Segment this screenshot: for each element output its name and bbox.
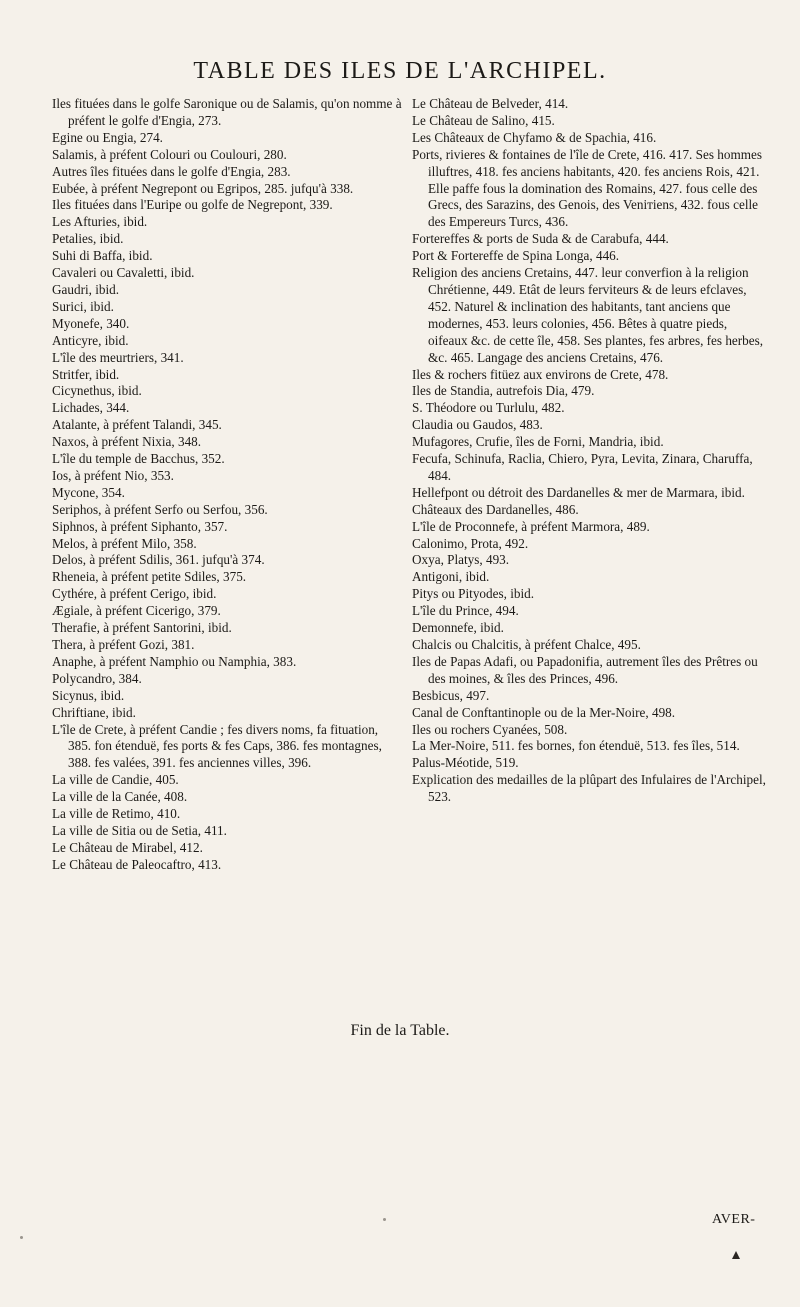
page-title: TABLE DES ILES DE L'ARCHIPEL. (193, 58, 607, 84)
table-entry: Gaudri, ibid. (52, 281, 120, 297)
table-entry: Polycandro, 384. (52, 670, 142, 686)
table-entry: Iles ou rochers Cyanées, 508. (412, 721, 568, 737)
table-entry: Châteaux des Dardanelles, 486. (412, 501, 579, 517)
table-entry: Le Château de Salino, 415. (412, 112, 555, 128)
table-entry: Cythére, à préfent Cerigo, ibid. (52, 586, 217, 602)
table-entry: Iles fituées dans l'Euripe ou golfe de Negrepont, 339. (52, 197, 333, 213)
table-entry: Iles de Standia, autrefois Dia, 479. (412, 383, 595, 399)
table-entry: La Mer-Noire, 511. fes bornes, fon étenduë, 513. fes îles, 514. (412, 738, 740, 754)
table-entry: Rheneia, à préfent petite Sdiles, 375. (52, 569, 247, 585)
table-entry: Therafie, à préfent Santorini, ibid. (52, 620, 232, 636)
table-entry: Salamis, à préfent Colouri ou Coulouri, 280. (52, 146, 287, 162)
table-entry: Les Châteaux de Chyfamo & de Spachia, 416. (412, 129, 657, 145)
table-entry: Seriphos, à préfent Serfo ou Serfou, 356. (52, 501, 268, 517)
table-entry: Naxos, à préfent Nixia, 348. (52, 434, 202, 450)
table-entry: L'île de Proconnefe, à préfent Marmora, 489. (412, 518, 650, 534)
printer-mark-icon (732, 1251, 740, 1259)
table-entry: La ville de Retimo, 410. (52, 806, 181, 822)
table-entry: Thera, à préfent Gozi, 381. (52, 637, 195, 652)
end-of-table-text: Fin de la Table. (350, 1022, 450, 1039)
table-entry: Anaphe, à préfent Namphio ou Namphia, 383. (52, 653, 297, 669)
table-entry: Besbicus, 497. (412, 687, 490, 703)
table-entry: Eubée, à préfent Negrepont ou Egripos, 285. jufqu'à 338. (52, 180, 354, 196)
table-entry: Chriftiane, ibid. (52, 704, 136, 720)
catchword: AVER- (712, 1212, 756, 1227)
table-entry: Mycone, 354. (52, 484, 125, 500)
table-entry: L'île du temple de Bacchus, 352. (52, 451, 225, 467)
table-entry: Iles de Papas Adafi, ou Papadonifia, autrement îles des Prêtres ou des moines, & îles des Princes, 496. (412, 653, 758, 686)
table-entry: L'île de Crete, à préfent Candie ; fes divers noms, fa fituation, 385. fon étenduë, fes ports & fes Caps, 386. fes montagnes, 388. fes valées, 391. fes anciennes villes, 396. (52, 721, 382, 771)
right-column (412, 96, 768, 806)
table-entry: Antigoni, ibid. (412, 569, 490, 585)
table-entry: Ports, rivieres & fontaines de l'île de Crete, 416. 417. Ses hommes illuftres, 418. fes anciens habitants, 420. fes anciens Rois, 421. Elle paffe fous la domination des Romains, 427. fous celle des Grecs, des Sarazins, des Genois, des Veniтiens, 432. fous celle des Empereurs Turcs, 436. (412, 146, 762, 230)
left-column (52, 96, 402, 874)
table-entry: Egine ou Engia, 274. (52, 129, 163, 145)
table-entry: Le Château de Belveder, 414. (412, 96, 569, 111)
table-entry: Port & Fortereffe de Spina Longa, 446. (412, 248, 620, 264)
table-entry: Hellefpont ou détroit des Dardanelles & mer de Marmara, ibid. (412, 484, 745, 500)
table-entry: Cicynethus, ibid. (52, 383, 142, 399)
table-entry: Palus-Méotide, 519. (412, 755, 519, 771)
table-entry: Chalcis ou Chalcitis, à préfent Chalce, 495. (412, 637, 641, 652)
table-entry: La ville de Candie, 405. (52, 772, 179, 788)
table-entry: Sicynus, ibid. (52, 687, 125, 703)
table-entry: Lichades, 344. (52, 400, 130, 416)
table-entry: Iles & rochers fitüez aux environs de Crete, 478. (412, 366, 669, 382)
table-entry: Siphnos, à préfent Siphanto, 357. (52, 518, 228, 534)
table-entry: Canal de Conftantinople ou de la Mer-Noire, 498. (412, 704, 676, 720)
table-entry: Calonimo, Prota, 492. (412, 535, 529, 551)
table-entry: Stritfer, ibid. (52, 366, 120, 382)
table-entry: Autres îles fituées dans le golfe d'Engia, 283. (52, 163, 291, 179)
table-entry: Le Château de Mirabel, 412. (52, 839, 203, 855)
table-entry: La ville de Sitia ou de Setia, 411. (52, 822, 227, 838)
table-entry: Cavaleri ou Cavaletti, ibid. (52, 265, 195, 281)
table-entry: Les Afturies, ibid. (52, 214, 148, 230)
table-entry: S. Théodore ou Turlulu, 482. (412, 400, 565, 416)
table-entry: Ægiale, à préfent Cicerigo, 379. (52, 603, 221, 619)
table-entry: Le Château de Paleocaftro, 413. (52, 856, 222, 872)
table-entry: Surici, ibid. (52, 298, 114, 314)
table-entry: L'île du Prince, 494. (412, 603, 519, 619)
table-entry: Mufagores, Crufie, îles de Forni, Mandria, ibid. (412, 434, 664, 450)
table-entry: La ville de la Canée, 408. (52, 789, 188, 805)
table-entry: Pitys ou Pityodes, ibid. (412, 586, 535, 602)
table-entry: Iles fituées dans le golfe Saronique ou de Salamis, qu'on nomme à préfent le golfe d'Engia, 273. (52, 96, 402, 128)
paper-speck (20, 1236, 23, 1239)
table-entry: Ios, à préfent Nio, 353. (52, 467, 174, 483)
paper-speck (383, 1218, 386, 1221)
table-entry: Explication des medailles de la plûpart des Infulaires de l'Archipel, 523. (412, 772, 766, 805)
table-entry: Religion des anciens Cretains, 447. leur converfion à la religion Chrétienne, 449. Etât de leurs ferviteurs & de leurs efclaves, 452. Naturel & inclination des habitants, tant anciens que modernes, 453. leurs colonies, 456. Bêtes à quatre pieds, oifeaux &c. de cette île, 458. Ses plantes, fes arbres, fes herbes, &c. 465. Langage des anciens Cretains, 476. (412, 265, 764, 365)
table-entry: Fortereffes & ports de Suda & de Carabufa, 444. (412, 231, 669, 247)
table-entry: Anticyre, ibid. (52, 332, 129, 348)
table-entry: L'île des meurtriers, 341. (52, 349, 184, 365)
table-entry: Petalies, ibid. (52, 231, 124, 247)
table-entry: Melos, à préfent Milo, 358. (52, 535, 197, 551)
table-entry: Claudia ou Gaudos, 483. (412, 417, 543, 433)
table-entry: Myonefe, 340. (52, 315, 130, 331)
table-entry: Suhi di Baffa, ibid. (52, 248, 153, 264)
table-entry: Demonnefe, ibid. (412, 620, 504, 636)
table-entry: Delos, à préfent Sdilis, 361. jufqu'à 374. (52, 552, 265, 568)
table-entry: Atalante, à préfent Talandi, 345. (52, 417, 222, 433)
table-entry: Oxya, Platys, 493. (412, 552, 510, 568)
table-entry: Fecufa, Schinufa, Raclia, Chiero, Pyra, Levita, Zinara, Charuffa, 484. (412, 451, 753, 483)
